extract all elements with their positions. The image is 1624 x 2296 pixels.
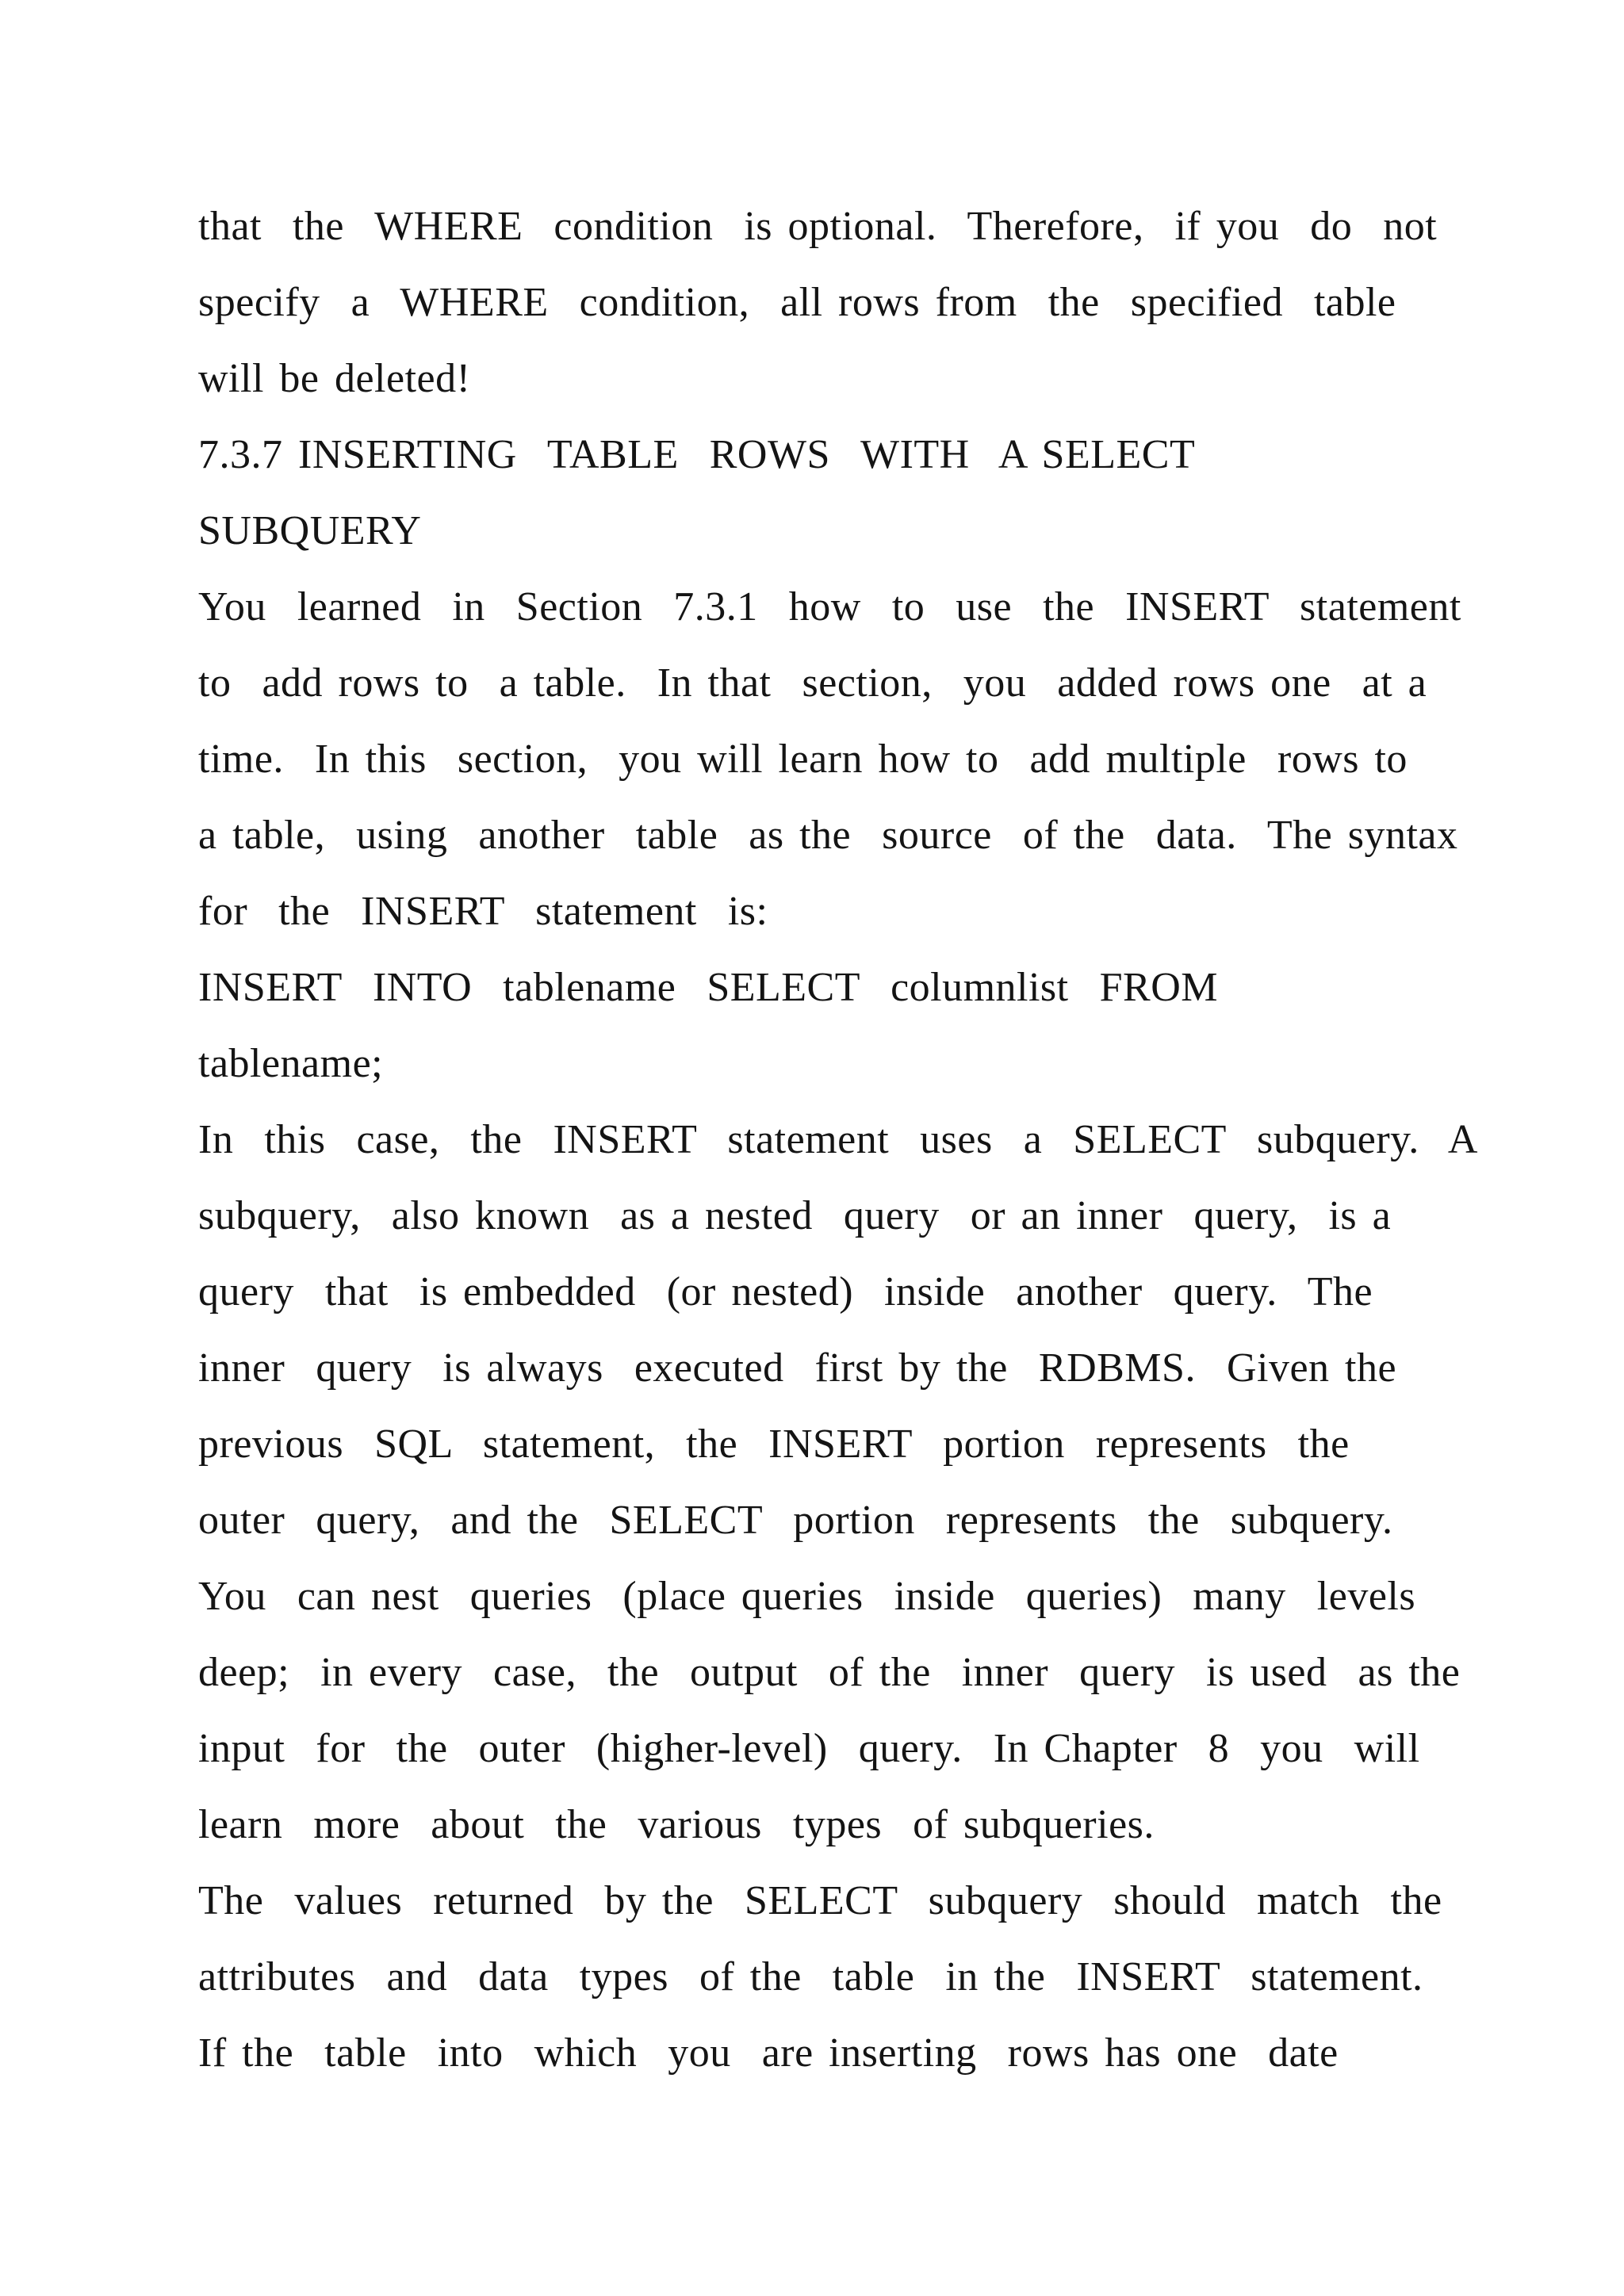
sql-syntax-line: INSERT INTO tablename SELECT columnlist FROM (198, 965, 1219, 1010)
text-line: query that is embedded (or nested) inside another query. The (198, 1269, 1373, 1314)
text-line: time. In this section, you will learn how to add multiple rows to (198, 737, 1408, 782)
text-line: outer query, and the SELECT portion represents the subquery. (198, 1498, 1393, 1543)
text-line: input for the outer (higher-level) query. In Chapter 8 you will (198, 1726, 1420, 1771)
text-line: You learned in Section 7.3.1 how to use the INSERT statement (198, 584, 1461, 629)
text-line: The values returned by the SELECT subquery should match the (198, 1878, 1442, 1923)
text-line: In this case, the INSERT statement uses a SELECT subquery. A (198, 1117, 1478, 1162)
text-line: deep; in every case, the output of the inner query is used as the (198, 1650, 1461, 1695)
text-line: previous SQL statement, the INSERT portion represents the (198, 1422, 1350, 1467)
text-line: specify a WHERE condition, all rows from the specified table (198, 280, 1396, 325)
text-line: subquery, also known as a nested query or an inner query, is a (198, 1193, 1392, 1238)
section-heading: 7.3.7 INSERTING TABLE ROWS WITH A SELECT (198, 432, 1196, 477)
text-line: a table, using another table as the source of the data. The syntax (198, 813, 1458, 858)
text-line: to add rows to a table. In that section, you added rows one at a (198, 660, 1427, 706)
body-text (198, 189, 1478, 2091)
sql-syntax-line: tablename; (198, 1041, 384, 1086)
text-line: that the WHERE condition is optional. Therefore, if you do not (198, 204, 1438, 249)
text-line: for the INSERT statement is: (198, 889, 768, 934)
text-line: You can nest queries (place queries inside queries) many levels (198, 1574, 1416, 1619)
text-line: learn more about the various types of subqueries. (198, 1802, 1155, 1847)
text-line: inner query is always executed first by the RDBMS. Given the (198, 1345, 1397, 1391)
text-line: If the table into which you are inserting rows has one date (198, 2030, 1339, 2076)
text-line: attributes and data types of the table in the INSERT statement. (198, 1954, 1423, 1999)
text-line: will be deleted! (198, 356, 471, 401)
section-heading-continued: SUBQUERY (198, 508, 422, 553)
